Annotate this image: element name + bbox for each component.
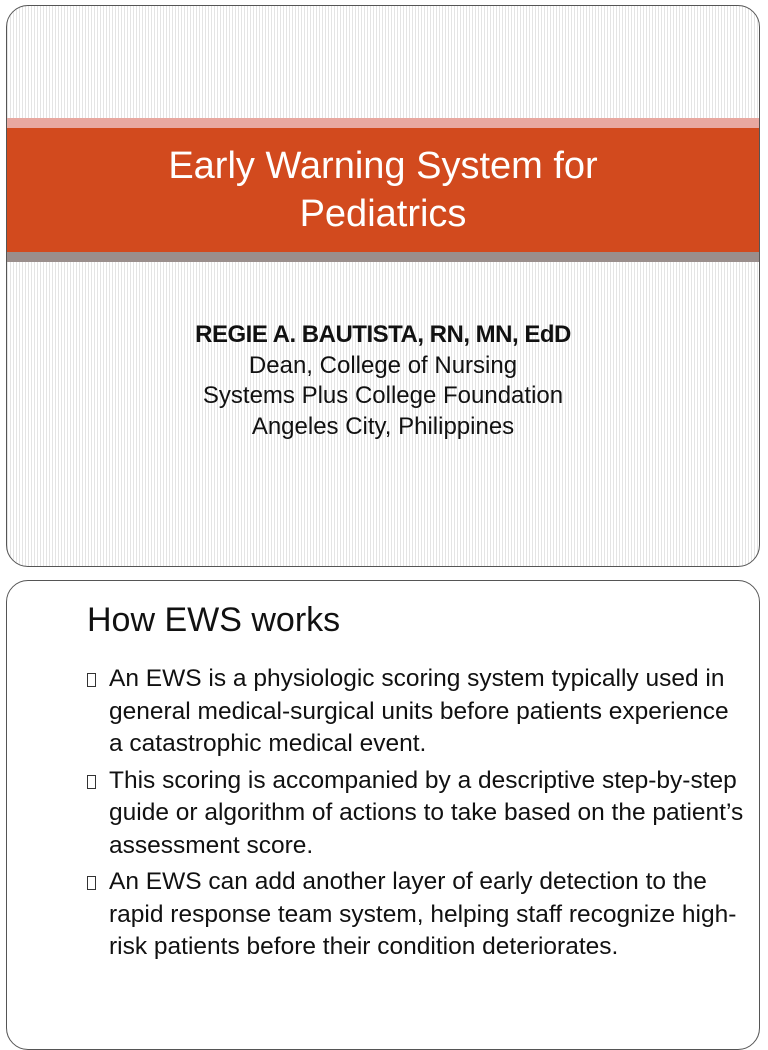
- title-band-bottom-accent: [7, 252, 759, 262]
- bullet-list: [87, 663, 747, 968]
- bullet-text: This scoring is accompanied by a descriptive step-by-step guide or algorithm of actions to take based on the patient’s assessment score.: [109, 766, 744, 859]
- author-name: REGIE A. BAUTISTA, RN, MN, EdD: [195, 321, 571, 348]
- bullet-item: [87, 663, 747, 761]
- author-location: Angeles City, Philippines: [251, 412, 515, 440]
- author-institution: Systems Plus College Foundation: [202, 382, 564, 409]
- title-slide: [6, 5, 760, 567]
- missing-glyph-box-icon: [87, 876, 96, 890]
- bullet-text: An EWS can add another layer of early detection to the rapid response team system, helping staff recognize high-risk patients before their condition deteriorates.: [109, 868, 737, 960]
- title-band-top-accent: [7, 118, 759, 128]
- missing-glyph-box-icon: [87, 673, 96, 687]
- bullet-text: An EWS is a physiologic scoring system typically used in general medical-surgical units before patients experience a catastrophic medical event.: [109, 665, 729, 757]
- bullet-item: [87, 765, 747, 863]
- bullet-item: [87, 866, 747, 964]
- content-slide-title: How EWS works: [87, 601, 341, 639]
- content-slide: [6, 580, 760, 1050]
- title-band: [7, 128, 759, 252]
- missing-glyph-box-icon: [87, 775, 96, 789]
- author-position: Dean, College of Nursing: [248, 351, 518, 379]
- slide-title: Early Warning System for Pediatrics: [168, 145, 598, 235]
- author-block: [7, 320, 759, 442]
